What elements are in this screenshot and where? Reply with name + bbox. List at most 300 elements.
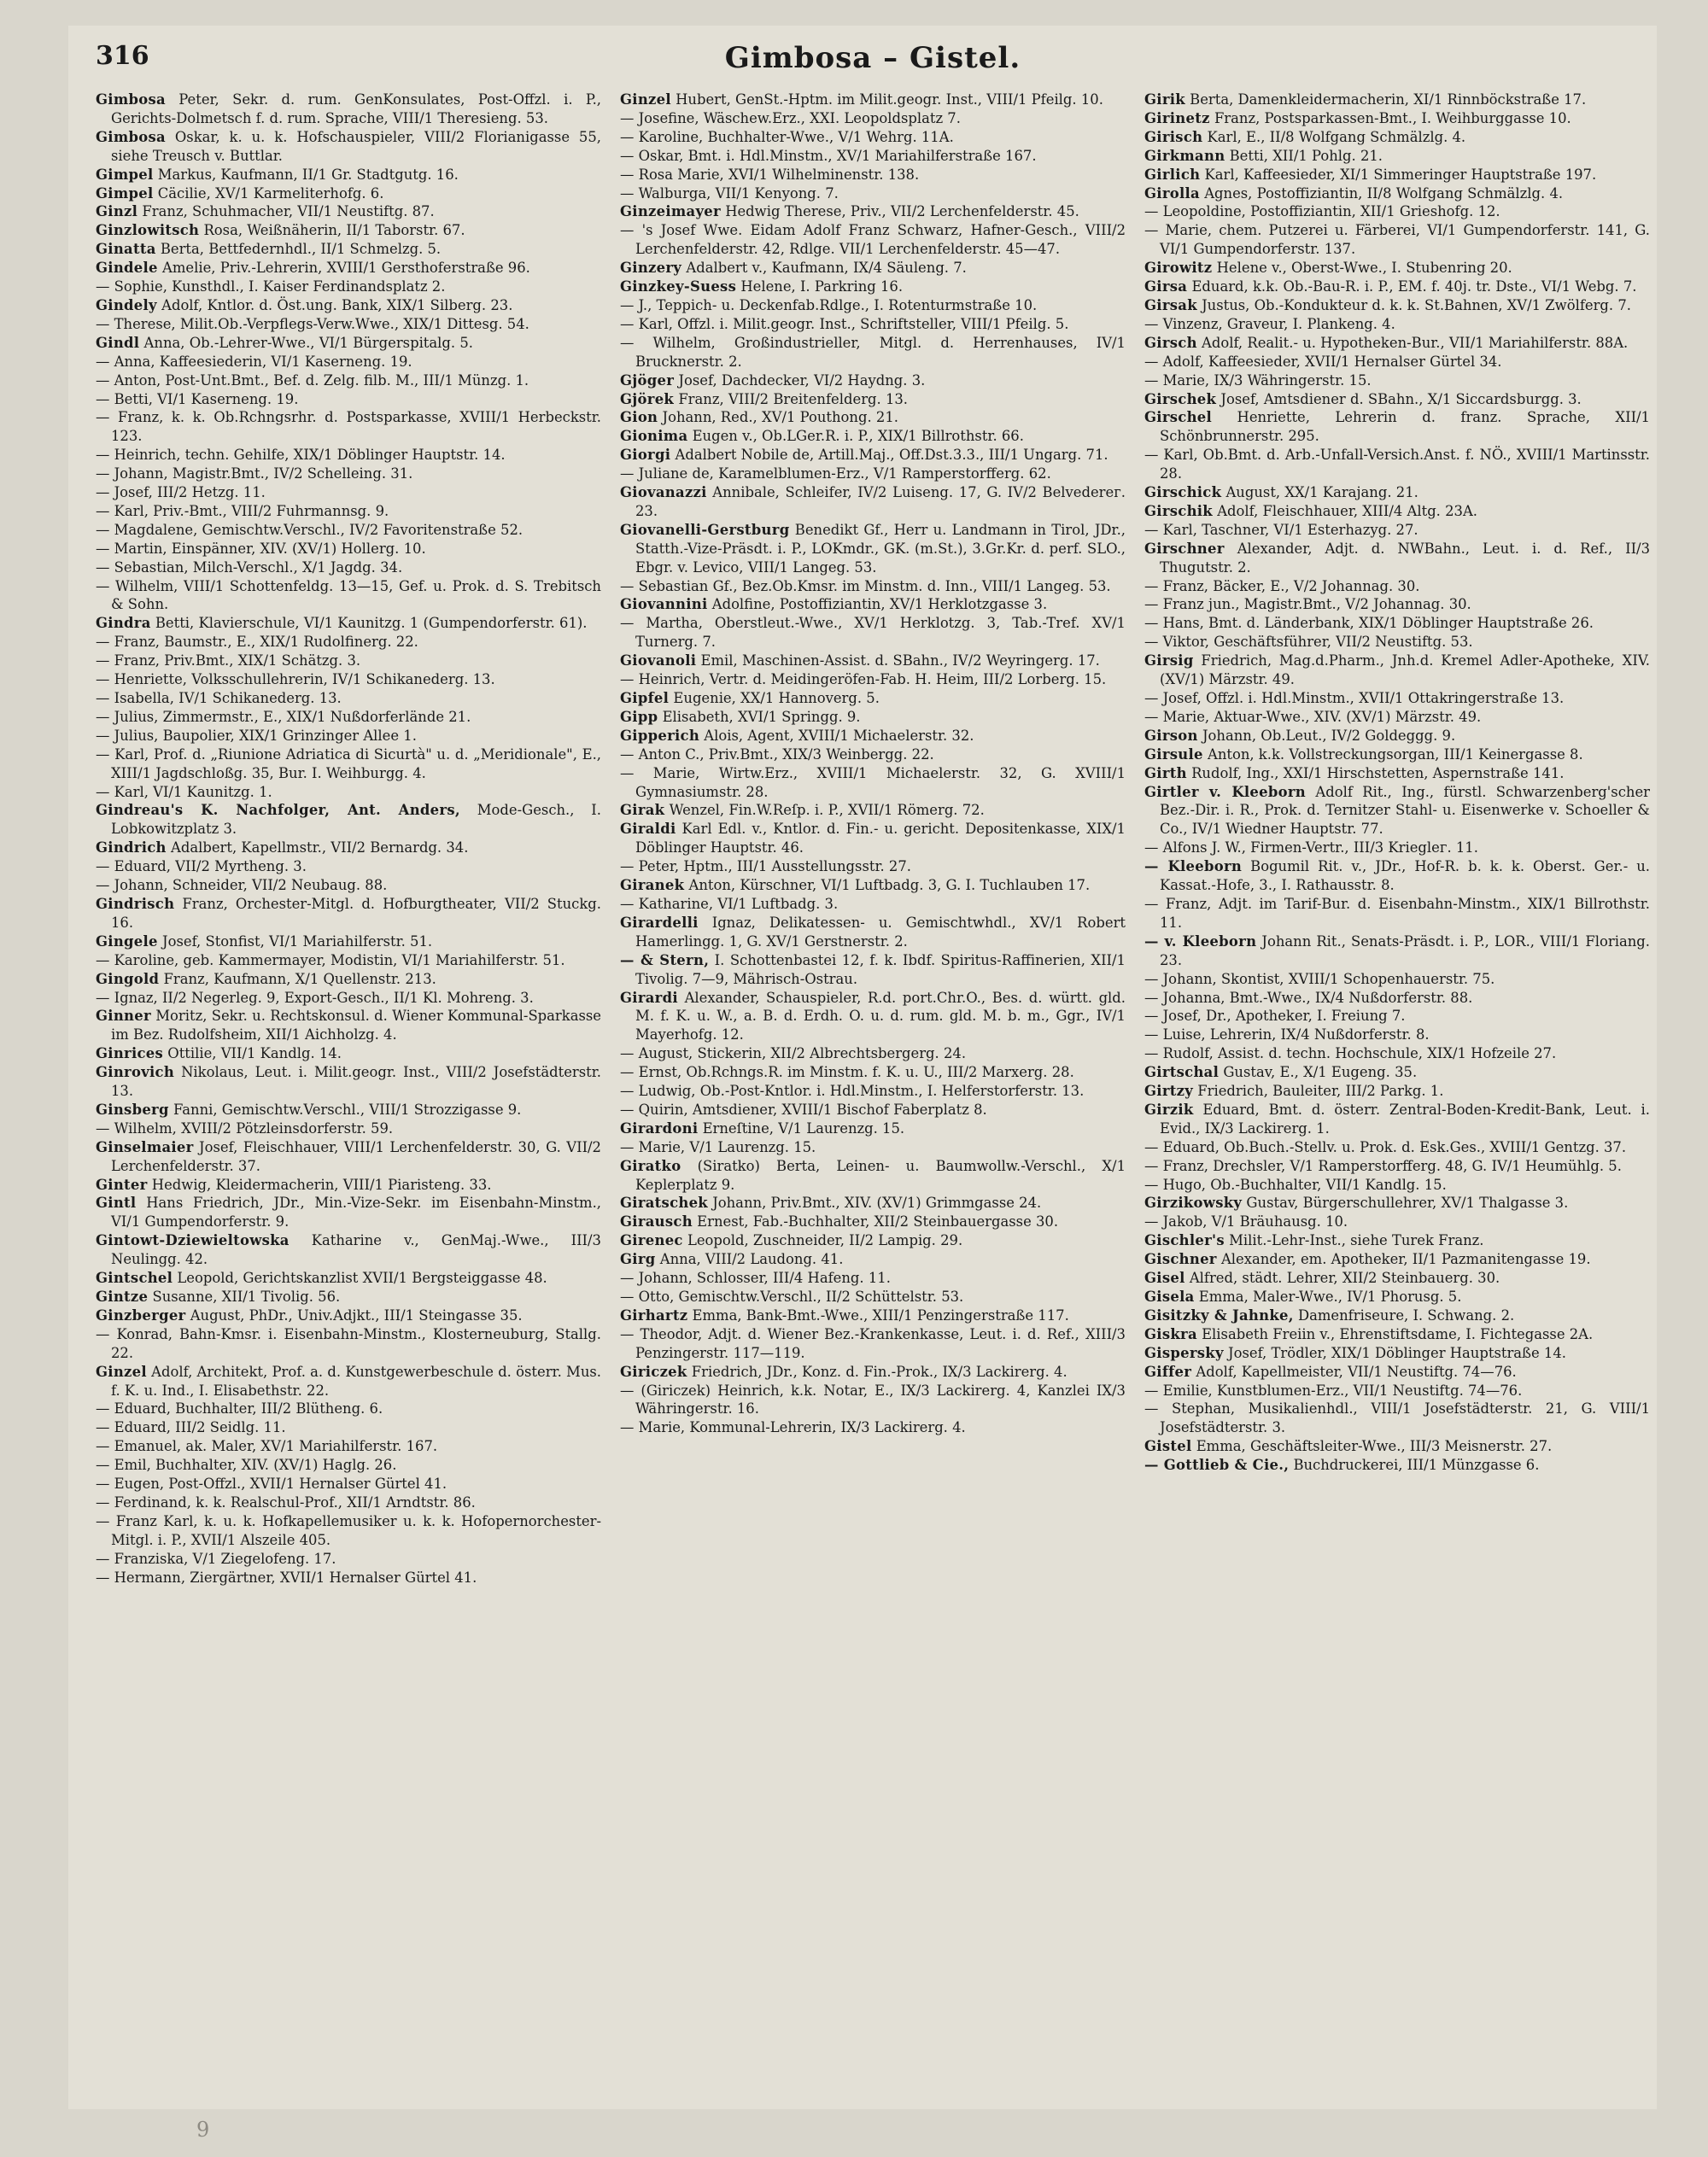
entry-details: — Juliane de, Karamelblumen-Erz., V/1 Ramperstorfferg. 62. xyxy=(620,465,1051,482)
directory-entry xyxy=(620,801,1126,820)
directory-entry xyxy=(620,1306,1126,1325)
entry-surname: Giriczek xyxy=(620,1363,687,1380)
entry-surname: Gisitzky & Jahnke, xyxy=(1144,1306,1294,1324)
entry-surname: Giratschek xyxy=(620,1195,708,1212)
directory-entry xyxy=(1144,1288,1650,1306)
entry-details: — Alfons J. W., Firmen-Vertr., III/3 Kriegleг. 11. xyxy=(1144,839,1478,856)
entry-surname: Girinetz xyxy=(1144,109,1210,126)
entry-surname: Gisela xyxy=(1144,1289,1195,1305)
entry-details: Anna, Ob.-Lehrer-Wwe., VI/1 Bürgerspitalg. 5. xyxy=(143,334,473,351)
directory-entry xyxy=(1144,166,1650,184)
directory-entry xyxy=(96,334,601,353)
directory-entry xyxy=(96,708,601,727)
directory-entry xyxy=(620,1363,1126,1382)
directory-entry xyxy=(620,1231,1126,1250)
entry-details: Emma, Maler-Wwe., IV/1 Phorusg. 5. xyxy=(1198,1289,1462,1305)
directory-entry xyxy=(96,1194,601,1231)
running-title: Gimbosa – Gistel. xyxy=(724,41,1021,75)
directory-entry xyxy=(96,1550,601,1569)
entry-details: Johann Rit., Senats-Präsdt. i. P., LOR., VIII/1 Floriang. 23. xyxy=(1160,932,1650,968)
column-right xyxy=(1144,91,1650,2089)
directory-entry xyxy=(620,914,1126,951)
entry-surname: Ginzberger xyxy=(96,1306,186,1324)
entry-surname: Gindra xyxy=(96,615,151,632)
entry-details: Berta, Bettfedernhdl., II/1 Schmelzg. 5. xyxy=(160,241,442,258)
entry-details: Wenzel, Fin.W.Reſp. i. P., XVII/1 Römerg. 72. xyxy=(669,802,985,819)
entry-details: — Wilhelm, Großindustrieller, Mitgl. d. Herrenhauses, IV/1 Brucknerstr. 2. xyxy=(620,334,1126,370)
entry-details: — Heinrich, techn. Gehilfe, XIX/1 Döblinger Hauptstr. 14. xyxy=(96,447,506,464)
directory-entry xyxy=(96,670,601,689)
entry-surname: Gintze xyxy=(96,1289,149,1305)
entry-details: — Johann, Schneider, VII/2 Neubaug. 88. xyxy=(96,877,388,894)
entry-surname: Ginzl xyxy=(96,203,138,220)
directory-entry xyxy=(620,764,1126,802)
directory-entry xyxy=(620,259,1126,278)
entry-details: Nikolaus, Leut. i. Milit.geogr. Inst., VIII/2 Josefstädterstr. 13. xyxy=(111,1064,601,1100)
entry-details: — Rudolf, Assist. d. techn. Hochschule, XIX/1 Hofzeile 27. xyxy=(1144,1045,1557,1062)
entry-details: Agnes, Postoffiziantin, II/8 Wolfgang Schmälzlg. 4. xyxy=(1204,184,1564,202)
entry-details: — Franz, Priv.Bmt., XIX/1 Schätzg. 3. xyxy=(96,652,361,669)
entry-details: Alexander, Adjt. d. NWBahn., Leut. i. d. Ref., II/3 Thugutstr. 2. xyxy=(1160,540,1650,576)
entry-surname: Ginrices xyxy=(96,1045,164,1062)
directory-entry xyxy=(96,483,601,502)
entry-surname: Gindreau's K. Nachfolger, Ant. Anders, xyxy=(96,802,460,819)
entry-surname: Girtler v. Kleeborn xyxy=(1144,783,1306,800)
entry-details: Adolf, Realit.- u. Hypotheken-Bur., VII/1 Mariahilferstr. 88A. xyxy=(1202,334,1629,351)
entry-details: Alfred, städt. Lehrer, XII/2 Steinbauerg. 30. xyxy=(1189,1270,1500,1287)
entry-details: — Marie, chem. Putzerei u. Färberei, VI/1 Gumpendorferstr. 141, G. VI/1 Gumpendorferstr. 137. xyxy=(1144,222,1650,258)
directory-entry xyxy=(620,1194,1126,1213)
entry-surname: Girhartz xyxy=(620,1306,688,1324)
directory-entry xyxy=(96,1437,601,1456)
directory-entry xyxy=(620,727,1126,745)
directory-entry xyxy=(1144,278,1650,296)
directory-entry xyxy=(1144,783,1650,839)
entry-surname: Gjöger xyxy=(620,371,675,389)
directory-entry xyxy=(620,652,1126,670)
entry-surname: — Kleeborn xyxy=(1144,858,1243,875)
directory-entry xyxy=(1144,633,1650,652)
entry-surname: Gimbosa xyxy=(96,128,166,145)
directory-entry xyxy=(1144,1138,1650,1157)
directory-entry xyxy=(96,91,601,128)
directory-entry xyxy=(1144,408,1650,446)
entry-surname: — & Stern, xyxy=(620,951,710,968)
directory-entry xyxy=(1144,1063,1650,1082)
directory-entry xyxy=(1144,577,1650,596)
entry-details: — Adolf, Kaffeesieder, XVII/1 Hernalser Gürtel 34. xyxy=(1144,353,1502,370)
entry-details: Cäcilie, XV/1 Karmeliterhofg. 6. xyxy=(157,184,384,202)
directory-entry xyxy=(96,1456,601,1475)
entry-details: Anna, VIII/2 Laudong. 41. xyxy=(659,1251,844,1268)
entry-details: Friedrich, JDr., Konz. d. Fin.-Prok., IX/3 Lackirerg. 4. xyxy=(691,1363,1068,1380)
entry-details: — Franz, Bäcker, E., V/2 Johannag. 30. xyxy=(1144,577,1420,594)
entry-surname: Giraldi xyxy=(620,821,676,838)
entry-surname: Girlich xyxy=(1144,166,1201,183)
directory-entry xyxy=(96,1063,601,1101)
directory-entry xyxy=(96,1306,601,1325)
directory-entry xyxy=(1144,727,1650,745)
directory-entry xyxy=(1144,970,1650,989)
directory-entry xyxy=(96,1231,601,1269)
entry-details: — Karl, Offzl. i. Milit.geogr. Inst., Schriftsteller, VIII/1 Pfeilg. 5. xyxy=(620,315,1069,332)
entry-details: — Viktor, Geschäftsführer, VII/2 Neustiftg. 53. xyxy=(1144,634,1473,651)
directory-entry xyxy=(620,1269,1126,1288)
directory-entry xyxy=(620,1044,1126,1063)
entry-details: — Eduard, VII/2 Myrtheng. 3. xyxy=(96,858,307,875)
entry-details: — Josef, Offzl. i. Hdl.Minstm., XVII/1 Ottakringerstraße 13. xyxy=(1144,690,1565,706)
entry-details: Adolf, Architekt, Prof. a. d. Kunstgewerbeschule d. österr. Mus. f. K. u. Ind., I. Elisabethstr. 22. xyxy=(111,1363,601,1399)
entry-surname: Girschick xyxy=(1144,484,1222,501)
entry-surname: Girth xyxy=(1144,764,1187,781)
entry-details: — Quirin, Amtsdiener, XVIII/1 Bischof Faberplatz 8. xyxy=(620,1101,987,1118)
directory-entry xyxy=(620,184,1126,203)
entry-details: Bogumil Rit. v., JDr., Hof-R. b. k. k. Oberst. Ger.- u. Kassat.-Hofe, 3., I. Rathausstr. 8. xyxy=(1160,858,1650,894)
directory-entry xyxy=(1144,708,1650,727)
entry-surname: Gintowt-Dziewieltowska xyxy=(96,1232,290,1249)
entry-surname: Gindrich xyxy=(96,839,167,856)
directory-entry xyxy=(96,1007,601,1044)
directory-entry xyxy=(96,876,601,895)
entry-details: — Sebastian Gf., Bez.Ob.Kmsr. im Minstm. d. Inn., VIII/1 Langeg. 53. xyxy=(620,577,1111,594)
entry-details: — Franz, k. k. Ob.Rchngsrhr. d. Postsparkasse, XVIII/1 Herbeckstr. 123. xyxy=(96,409,601,445)
directory-entry xyxy=(1144,147,1650,166)
entry-surname: Ginter xyxy=(96,1176,148,1193)
entry-details: — Karl, Priv.-Bmt., VIII/2 Fuhrmannsg. 9. xyxy=(96,502,389,519)
entry-surname: Ginzlowitsch xyxy=(96,222,200,239)
entry-surname: Girsig xyxy=(1144,652,1194,669)
directory-entry xyxy=(1144,1176,1650,1195)
entry-details: Oskar, k. u. k. Hofschauspieler, VIII/2 Florianigasse 55, siehe Treusch v. Buttlar. xyxy=(111,128,601,164)
entry-surname: Girsch xyxy=(1144,334,1197,351)
column-left xyxy=(96,91,601,2089)
directory-entry xyxy=(620,577,1126,596)
entry-details: Friedrich, Mag.d.Pharm., Jnh.d. Kremel Adler-Apotheke, XIV. (XV/1) Märzstr. 49. xyxy=(1160,652,1650,688)
directory-entry xyxy=(1144,259,1650,278)
directory-entry xyxy=(1144,1026,1650,1044)
entry-details: — Peter, Hptm., III/1 Ausstellungsstr. 27. xyxy=(620,858,911,875)
entry-details: Leopold, Zuschneider, II/2 Lampig. 29. xyxy=(687,1232,963,1249)
directory-entry xyxy=(620,689,1126,708)
entry-details: Betti, XII/1 Pohlg. 21. xyxy=(1229,147,1383,164)
directory-entry xyxy=(96,128,601,166)
directory-entry xyxy=(620,483,1126,521)
entry-details: — Hermann, Ziergärtner, XVII/1 Hernalser Gürtel 41. xyxy=(96,1569,477,1586)
directory-entry xyxy=(620,408,1126,427)
directory-entry xyxy=(96,1494,601,1512)
directory-entry xyxy=(96,895,601,932)
directory-entry xyxy=(620,1250,1126,1269)
directory-entry xyxy=(96,1512,601,1550)
entry-details: — Karl, Taschner, VI/1 Esterhazyg. 27. xyxy=(1144,521,1418,538)
directory-entry xyxy=(1144,745,1650,764)
entry-surname: Girsule xyxy=(1144,745,1203,763)
entry-details: — J., Teppich- u. Deckenfab.Rdlge., I. Rotenturmstraße 10. xyxy=(620,296,1038,313)
directory-entry xyxy=(96,502,601,521)
entry-details: Alois, Agent, XVIII/1 Michaelerstr. 32. xyxy=(704,727,974,744)
directory-entry xyxy=(96,1119,601,1138)
directory-entry xyxy=(96,1269,601,1288)
directory-entry xyxy=(1144,989,1650,1008)
directory-entry xyxy=(620,166,1126,184)
directory-entry xyxy=(96,202,601,221)
directory-entry xyxy=(1144,390,1650,409)
entry-details: — Karoline, geb. Kammermayer, Modistin, VI/1 Mariahilferstr. 51. xyxy=(96,951,565,968)
entry-surname: Ginsberg xyxy=(96,1101,169,1118)
directory-entry xyxy=(96,521,601,540)
entry-details: Adolf, Fleischhauer, XIII/4 Altg. 23A. xyxy=(1217,502,1478,519)
directory-entry xyxy=(1144,184,1650,203)
entry-surname: Giorgi xyxy=(620,447,671,464)
directory-entry xyxy=(96,1400,601,1418)
directory-entry xyxy=(96,577,601,615)
directory-entry xyxy=(620,315,1126,334)
directory-entry xyxy=(1144,1194,1650,1213)
entry-details: Adalbert Nobile de, Artill.Maj., Off.Dst.3.3., III/1 Ungarg. 71. xyxy=(675,447,1108,464)
entry-surname: Girausch xyxy=(620,1213,693,1230)
entry-details: — Julius, Baupolier, XIX/1 Grinzinger Allee 1. xyxy=(96,727,417,744)
directory-entry xyxy=(1144,202,1650,221)
entry-surname: Gipperich xyxy=(620,727,700,744)
directory-entry xyxy=(1144,1231,1650,1250)
entry-details: I. Schottenbastei 12, f. k. Ibdf. Spiritus-Raffinerien, XII/1 Tivolig. 7—9, Mährisch-Ostrau. xyxy=(635,951,1126,987)
entry-details: — Johann, Skontist, XVIII/1 Schopenhauerstr. 75. xyxy=(1144,970,1495,987)
directory-entry xyxy=(1144,1382,1650,1400)
entry-details: — Marie, IX/3 Währingerstr. 15. xyxy=(1144,371,1372,389)
entry-details: — Johann, Schlosser, III/4 Hafeng. 11. xyxy=(620,1270,891,1287)
directory-columns xyxy=(96,91,1650,2089)
entry-details: Hans Friedrich, JDr., Min.-Vize-Sekr. im Eisenbahn-Minstm., VI/1 Gumpendorferstr. 9. xyxy=(111,1195,601,1230)
directory-entry xyxy=(1144,1044,1650,1063)
entry-details: Eduard, Bmt. d. österr. Zentral-Boden-Kredit-Bank, Leut. i. Evid., IX/3 Lackirerg. 1. xyxy=(1160,1101,1650,1137)
directory-entry xyxy=(96,446,601,465)
entry-details: — Magdalene, Gemischtw.Verschl., IV/2 Favoritenstraße 52. xyxy=(96,521,524,538)
entry-surname: Gintl xyxy=(96,1195,137,1212)
entry-details: — Franz, Baumstr., E., XIX/1 Rudolfinerg. 22. xyxy=(96,634,418,651)
directory-entry xyxy=(620,221,1126,259)
entry-details: Adalbert v., Kaufmann, IX/4 Säuleng. 7. xyxy=(686,260,967,277)
directory-entry xyxy=(1144,1344,1650,1363)
directory-entry xyxy=(96,371,601,390)
entry-details: August, XX/1 Karajang. 21. xyxy=(1225,484,1418,501)
entry-details: — Vinzenz, Graveur, I. Plankeng. 4. xyxy=(1144,315,1395,332)
entry-surname: Ginzel xyxy=(620,91,671,108)
entry-details: — Julius, Zimmermstr., E., XIX/1 Nußdorferlände 21. xyxy=(96,708,471,725)
directory-entry xyxy=(96,408,601,446)
entry-surname: Gintschel xyxy=(96,1270,173,1287)
entry-details: — Ernst, Ob.Rchngs.R. im Minstm. f. K. u. U., III/2 Marxerg. 28. xyxy=(620,1064,1074,1081)
entry-details: Anton, Kürschner, VI/1 Luftbadg. 3, G. I. Tuchlauben 17. xyxy=(688,877,1091,894)
entry-surname: Giskra xyxy=(1144,1325,1197,1342)
directory-entry xyxy=(96,1363,601,1400)
directory-entry xyxy=(96,166,601,184)
directory-entry xyxy=(96,1418,601,1437)
directory-entry xyxy=(1144,315,1650,334)
entry-surname: Ginner xyxy=(96,1008,151,1025)
directory-entry xyxy=(96,989,601,1008)
directory-entry xyxy=(1144,1269,1650,1288)
directory-entry xyxy=(96,296,601,315)
entry-details: Betti, Klavierschule, VI/1 Kaunitzg. 1 (Gumpendorferstr. 61). xyxy=(155,615,588,632)
entry-details: — Johann, Magistr.Bmt., IV/2 Schelleing. 31. xyxy=(96,465,413,482)
entry-details: — Sophie, Kunsthdl., I. Kaiser Ferdinandsplatz 2. xyxy=(96,278,446,295)
directory-entry xyxy=(96,540,601,558)
entry-details: Eduard, k.k. Ob.-Bau-R. i. P., EM. f. 40j. tr. Dste., VI/1 Webg. 7. xyxy=(1191,278,1637,295)
entry-surname: Girolla xyxy=(1144,184,1200,202)
entry-surname: Girschel xyxy=(1144,409,1213,426)
page-header xyxy=(96,41,1650,80)
page-number: 316 xyxy=(96,41,149,71)
entry-details: Ignaz, Delikatessen- u. Gemischtwhdl., XV/1 Robert Hamerlingg. 1, G. XV/1 Gerstnerstr. 2. xyxy=(635,914,1126,950)
entry-details: Franz, VIII/2 Breitenfelderg. 13. xyxy=(678,390,909,407)
directory-entry xyxy=(620,278,1126,296)
directory-entry xyxy=(620,1213,1126,1231)
directory-entry xyxy=(1144,446,1650,483)
entry-surname: Girowitz xyxy=(1144,260,1213,277)
entry-details: — Betti, VI/1 Kaserneng. 19. xyxy=(96,390,299,407)
entry-details: Johann, Red., XV/1 Pouthong. 21. xyxy=(662,409,898,426)
directory-entry xyxy=(96,184,601,203)
directory-entry xyxy=(1144,1101,1650,1138)
entry-details: Henriette, Lehrerin d. franz. Sprache, XII/1 Schönbrunnerstr. 295. xyxy=(1160,409,1650,445)
entry-details: — Franz, Adjt. im Tarif-Bur. d. Eisenbahn-Minstm., XIX/1 Billrothstr. 11. xyxy=(1144,895,1650,931)
entry-details: Damenfriseure, I. Schwang. 2. xyxy=(1297,1306,1515,1324)
directory-entry xyxy=(620,446,1126,465)
entry-details: — Isabella, IV/1 Schikanederg. 13. xyxy=(96,690,342,706)
entry-surname: Giratko xyxy=(620,1157,681,1174)
directory-entry xyxy=(1144,1306,1650,1325)
entry-surname: Ginrovich xyxy=(96,1064,175,1081)
directory-entry xyxy=(620,465,1126,483)
directory-entry xyxy=(1144,296,1650,315)
entry-surname: Girzikowsky xyxy=(1144,1195,1243,1212)
entry-details: Eugen v., Ob.LGer.R. i. P., XIX/1 Billrothstr. 66. xyxy=(692,428,1024,445)
entry-details: Alexander, em. Apotheker, II/1 Pazmanitengasse 19. xyxy=(1220,1251,1591,1268)
entry-details: Anton, k.k. Vollstreckungsorgan, III/1 Keinergasse 8. xyxy=(1207,745,1583,763)
entry-details: Amelie, Priv.-Lehrerin, XVIII/1 Gersthoferstraße 96. xyxy=(162,260,530,277)
directory-entry xyxy=(1144,1082,1650,1101)
entry-surname: Gischler's xyxy=(1144,1232,1225,1249)
entry-surname: Gipfel xyxy=(620,690,670,706)
entry-details: — Heinrich, Vertr. d. Meidingeröfen-Fab. H. Heim, III/2 Lorberg. 15. xyxy=(620,671,1107,688)
directory-entry xyxy=(1144,540,1650,577)
entry-details: — Martha, Oberstleut.-Wwe., XV/1 Herklotzg. 3, Tab.-Tref. XV/1 Turnerg. 7. xyxy=(620,615,1126,651)
entry-details: — Emil, Buchhalter, XIV. (XV/1) Haglg. 26. xyxy=(96,1457,397,1474)
directory-entry xyxy=(620,91,1126,109)
entry-details: Elisabeth Freiin v., Ehrenstiftsdame, I. Fichtegasse 2A. xyxy=(1202,1325,1594,1342)
entry-surname: Girisch xyxy=(1144,128,1203,145)
entry-details: Ernest, Fab.-Buchhalter, XII/2 Steinbauergasse 30. xyxy=(697,1213,1059,1230)
directory-entry xyxy=(1144,1363,1650,1382)
entry-surname: Girardelli xyxy=(620,914,699,931)
directory-entry xyxy=(96,970,601,989)
directory-entry xyxy=(1144,334,1650,353)
directory-entry xyxy=(96,1475,601,1494)
entry-details: — Hugo, Ob.-Buchhalter, VII/1 Kandlg. 15. xyxy=(1144,1176,1447,1193)
directory-entry xyxy=(1144,353,1650,371)
directory-page xyxy=(68,26,1657,2109)
directory-entry xyxy=(1144,1456,1650,1475)
entry-details: — Emanuel, ak. Maler, XV/1 Mariahilferstr. 167. xyxy=(96,1438,438,1455)
directory-entry xyxy=(1144,614,1650,633)
entry-details: — 's Josef Wwe. Eidam Adolf Franz Schwarz, Hafner-Gesch., VIII/2 Lerchenfelderstr. 42, Rdlge. VII/1 Lerchenfelderstr. 45—47. xyxy=(620,222,1126,258)
directory-entry xyxy=(96,1288,601,1306)
entry-details: — Wilhelm, XVIII/2 Pötzleinsdorferstr. 59. xyxy=(96,1119,394,1137)
entry-details: Gustav, Bürgerschullehrer, XV/1 Thalgasse 3. xyxy=(1246,1195,1569,1212)
entry-surname: Girardi xyxy=(620,989,678,1006)
entry-details: — Henriette, Volksschullehrerin, IV/1 Schikanederg. 13. xyxy=(96,671,495,688)
directory-entry xyxy=(620,296,1126,315)
entry-surname: Girtzy xyxy=(1144,1083,1194,1100)
directory-entry xyxy=(96,1176,601,1195)
directory-entry xyxy=(620,427,1126,446)
entry-details: Adolfine, Postoffiziantin, XV/1 Herklotzgasse 3. xyxy=(711,596,1048,613)
entry-surname: Gisel xyxy=(1144,1270,1185,1287)
entry-details: — Marie, V/1 Laurenzg. 15. xyxy=(620,1138,816,1155)
directory-entry xyxy=(96,1569,601,1587)
directory-entry xyxy=(96,1325,601,1363)
entry-details: Johann, Ob.Leut., IV/2 Goldeggg. 9. xyxy=(1202,727,1456,744)
entry-surname: — v. Kleeborn xyxy=(1144,932,1257,950)
directory-entry xyxy=(620,1082,1126,1101)
entry-details: — Ferdinand, k. k. Realschul-Prof., XII/1 Arndtstr. 86. xyxy=(96,1494,476,1511)
entry-details: — Eduard, Ob.Buch.-Stellv. u. Prok. d. Esk.Ges., XVIII/1 Gentzg. 37. xyxy=(1144,1138,1627,1155)
directory-entry xyxy=(96,689,601,708)
directory-entry xyxy=(96,614,601,633)
entry-surname: Girenec xyxy=(620,1232,683,1249)
entry-details: Franz, Orchester-Mitgl. d. Hofburgtheater, VII/2 Stuckg. 16. xyxy=(111,895,601,931)
directory-entry xyxy=(96,221,601,240)
entry-surname: Ginzkey-Suess xyxy=(620,278,737,295)
entry-details: — Stephan, Musikalienhdl., VIII/1 Josefstädterstr. 21, G. VIII/1 Josefstädterstr. 3. xyxy=(1144,1400,1650,1436)
entry-details: Benedikt Gf., Herr u. Landmann in Tirol, JDr., Statth.-Vize-Präsdt. i. P., LOKmdr., GK. (m.St.), 3.Gr.Kr. d. perf. SLO., Ebgr. v. Levico, VIII/1 Langeg. 53. xyxy=(635,521,1126,576)
directory-entry xyxy=(1144,1007,1650,1026)
entry-surname: Girardoni xyxy=(620,1119,699,1137)
entry-surname: Gimbosa xyxy=(96,91,166,108)
entry-surname: Ginselmaier xyxy=(96,1138,194,1155)
entry-surname: Girschner xyxy=(1144,540,1225,557)
entry-details: — Franziska, V/1 Ziegelofeng. 17. xyxy=(96,1550,336,1567)
entry-details: — Karl, VI/1 Kaunitzg. 1. xyxy=(96,783,272,800)
entry-surname: Gispersky xyxy=(1144,1344,1224,1361)
entry-details: — Karl, Prof. d. „Riunione Adriatica di Sicurtà" u. d. „Meridionale", E., XIII/1 Jagdschloßg. 35, Bur. I. Weihburgg. 4. xyxy=(96,745,601,781)
directory-entry xyxy=(620,857,1126,876)
directory-entry xyxy=(96,951,601,970)
entry-details: — Anton, Post-Unt.Bmt., Bef. d. Zelg. filb. M., III/1 Münzg. 1. xyxy=(96,371,529,389)
entry-details: Franz, Postsparkassen-Bmt., I. Weihburggasse 10. xyxy=(1214,109,1571,126)
entry-surname: Gischner xyxy=(1144,1251,1217,1268)
entry-details: — Oskar, Bmt. i. Hdl.Minstm., XV/1 Mariahilferstraße 167. xyxy=(620,147,1037,164)
directory-entry xyxy=(96,633,601,652)
entry-details: (Siratko) Berta, Leinen- u. Baumwollw.-Verschl., X/1 Keplerplatz 9. xyxy=(635,1157,1126,1193)
entry-details: Johann, Priv.Bmt., XIV. (XV/1) Grimmgasse 24. xyxy=(712,1195,1042,1212)
entry-details: — Marie, Wirtw.Erz., XVIII/1 Michaelerstr. 32, G. XVIII/1 Gymnasiumstr. 28. xyxy=(620,764,1126,800)
entry-details: — Marie, Aktuar-Wwe., XIV. (XV/1) Märzstr. 49. xyxy=(1144,708,1482,725)
directory-entry xyxy=(96,315,601,334)
entry-details: Adolf, Kntlor. d. Öst.ung. Bank, XIX/1 Silberg. 23. xyxy=(161,296,513,313)
entry-details: Franz, Schuhmacher, VII/1 Neustiftg. 87. xyxy=(142,203,435,220)
directory-entry xyxy=(620,1119,1126,1138)
directory-entry xyxy=(1144,895,1650,932)
entry-details: — August, Stickerin, XII/2 Albrechtsbergerg. 24. xyxy=(620,1045,967,1062)
directory-entry xyxy=(96,745,601,783)
entry-surname: Ginatta xyxy=(96,241,156,258)
directory-entry xyxy=(620,390,1126,409)
directory-entry xyxy=(620,708,1126,727)
entry-details: Buchdruckerei, III/1 Münzgasse 6. xyxy=(1293,1457,1540,1474)
entry-details: — Wilhelm, VIII/1 Schottenfeldg. 13—15, Gef. u. Prok. d. S. Trebitsch & Sohn. xyxy=(96,577,601,613)
directory-entry xyxy=(96,932,601,951)
